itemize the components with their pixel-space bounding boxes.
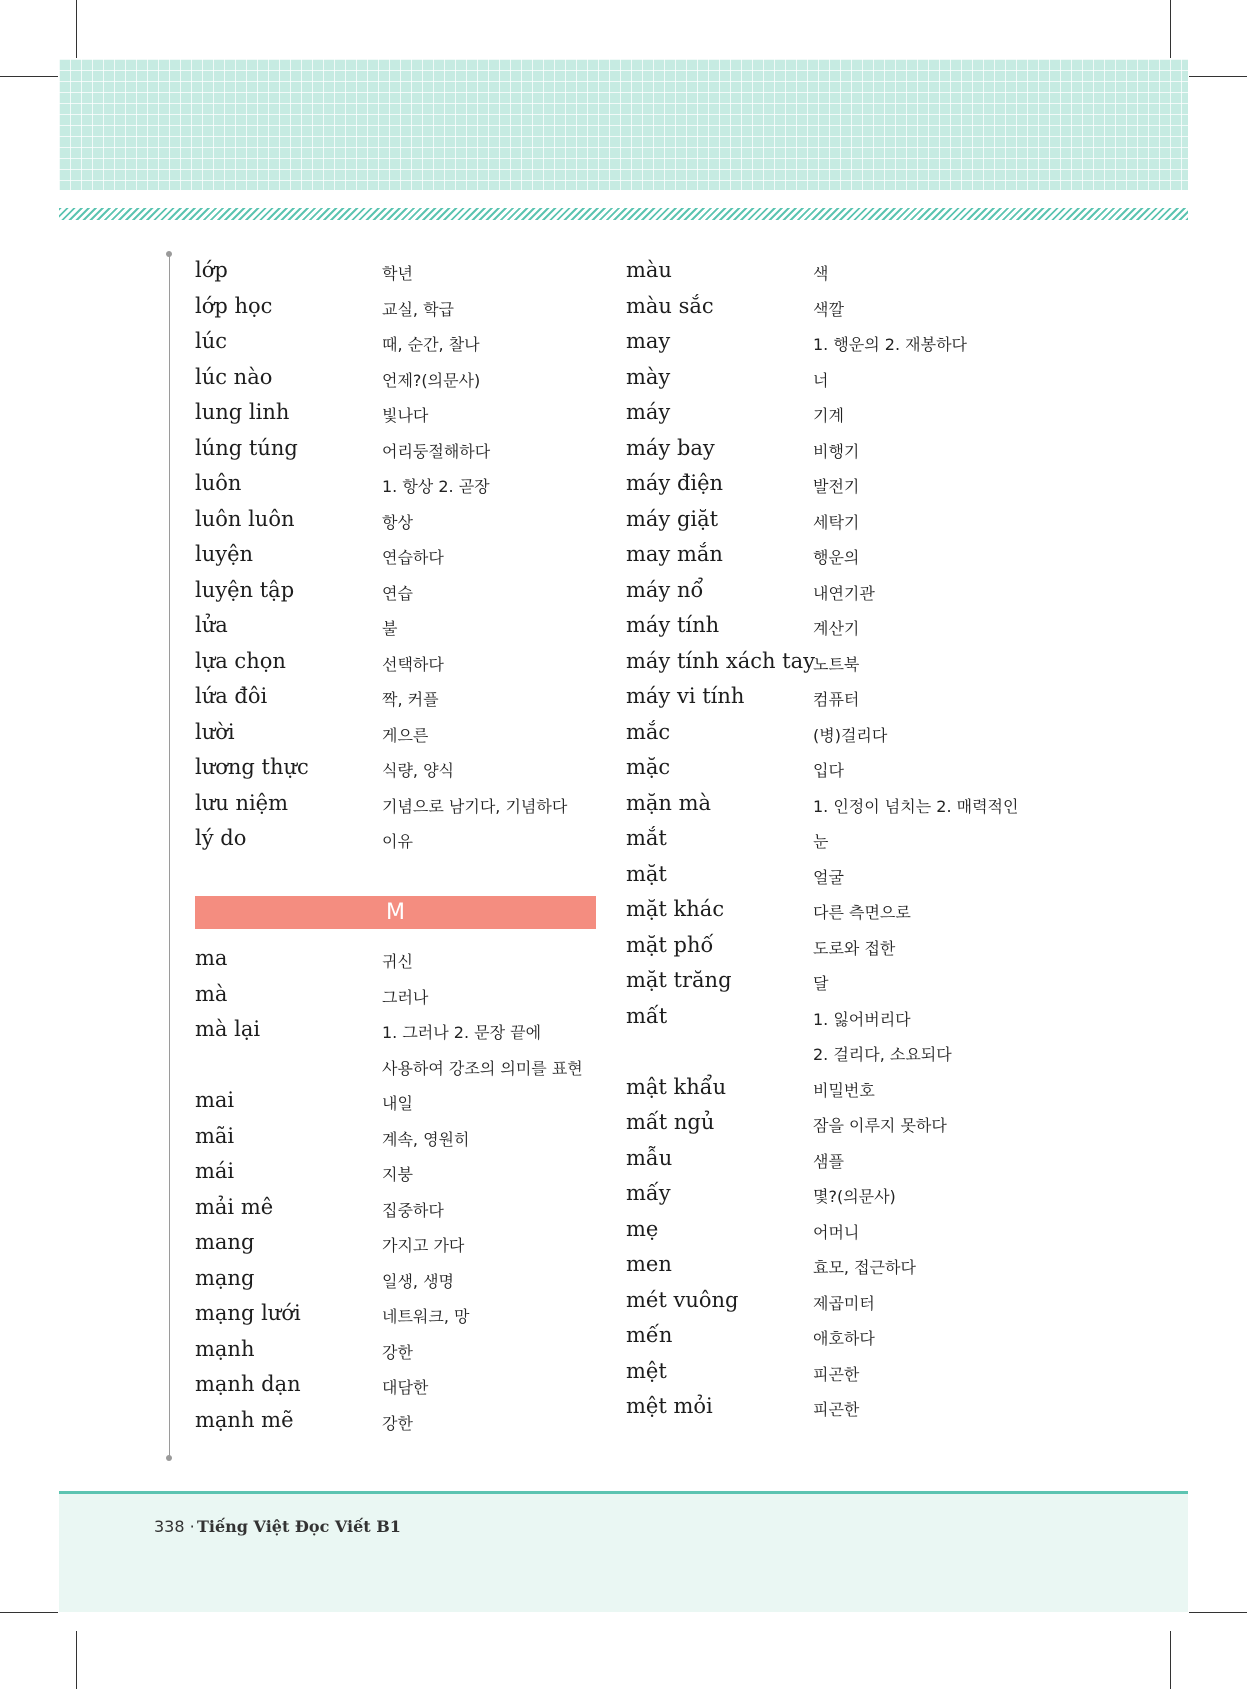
guide-dot-bottom	[166, 1455, 172, 1461]
glossary-entry	[626, 1217, 1186, 1253]
glossary-entry	[195, 471, 615, 507]
glossary-entry	[195, 1017, 615, 1053]
vietnamese-word: lúc nào	[195, 364, 273, 389]
vietnamese-word: máy nổ	[626, 577, 704, 602]
korean-meaning: 학년	[382, 264, 413, 283]
vietnamese-word: lửa	[195, 613, 228, 637]
right-column	[626, 258, 1186, 1430]
crop-mark	[0, 1612, 58, 1613]
korean-meaning: 사용하여 강조의 의미를 표현	[382, 1058, 583, 1078]
korean-meaning: 얼굴	[813, 867, 844, 887]
glossary-entry	[195, 294, 615, 330]
glossary-entry	[626, 1181, 1186, 1217]
glossary-entry	[626, 1394, 1186, 1430]
vietnamese-word: mét vuông	[626, 1287, 739, 1312]
vietnamese-word: luyện tập	[195, 577, 295, 602]
glossary-entry	[626, 968, 1186, 1004]
korean-meaning: 몇?(의문사)	[813, 1187, 896, 1206]
section-header-m	[195, 896, 596, 929]
glossary-entry	[195, 1301, 615, 1337]
vietnamese-word: mang	[195, 1230, 255, 1254]
korean-meaning: 짝, 커플	[382, 690, 439, 709]
korean-meaning: 불	[382, 619, 398, 638]
glossary-entry	[626, 471, 1186, 507]
vietnamese-word: lứa đôi	[195, 684, 268, 708]
glossary-entry	[195, 1088, 615, 1124]
glossary-entry	[626, 436, 1186, 472]
glossary-entry	[626, 1288, 1186, 1324]
vietnamese-word: mặt phố	[626, 932, 714, 957]
glossary-entry	[626, 1110, 1186, 1146]
entry-list-m	[195, 946, 615, 1443]
glossary-entry	[195, 755, 615, 791]
korean-meaning: 다른 측면으로	[813, 903, 911, 922]
vietnamese-word: mặc	[626, 755, 671, 779]
glossary-entry	[195, 613, 615, 649]
vietnamese-word: lười	[195, 719, 235, 744]
glossary-entry	[626, 897, 1186, 933]
korean-meaning: 달	[813, 974, 829, 993]
vietnamese-word: mãi	[195, 1123, 235, 1148]
crop-mark	[0, 76, 58, 77]
glossary-entry	[626, 613, 1186, 649]
korean-meaning: 계속, 영원히	[382, 1129, 470, 1149]
glossary-entry	[195, 542, 615, 578]
korean-meaning: 지붕	[382, 1165, 413, 1184]
vietnamese-word: ma	[195, 946, 228, 970]
glossary-entry	[195, 946, 615, 982]
korean-meaning: 집중하다	[382, 1200, 444, 1220]
korean-meaning: 색	[813, 264, 829, 283]
vietnamese-word: mật khẩu	[626, 1074, 727, 1099]
crop-mark	[1170, 1631, 1171, 1689]
glossary-entry	[195, 400, 615, 436]
korean-meaning: 너	[813, 370, 829, 390]
guide-dot-top	[166, 251, 172, 257]
glossary-entry	[195, 1195, 615, 1231]
glossary-entry	[195, 578, 615, 614]
vietnamese-word: mẹ	[626, 1216, 659, 1241]
vietnamese-word: lúng túng	[195, 435, 298, 460]
vietnamese-word: máy vi tính	[626, 684, 745, 708]
glossary-entry	[195, 436, 615, 472]
korean-meaning: 피곤한	[813, 1364, 860, 1384]
glossary-entry	[195, 1372, 615, 1408]
korean-meaning: 내연기관	[813, 583, 875, 603]
glossary-entry	[626, 1323, 1186, 1359]
vietnamese-word: lý do	[195, 826, 247, 850]
korean-meaning: 2. 걸리다, 소요되다	[813, 1045, 952, 1064]
footer-band	[59, 1494, 1188, 1612]
left-column	[195, 258, 615, 862]
vietnamese-word: mặn mà	[626, 790, 712, 815]
vietnamese-word: luôn luôn	[195, 506, 295, 531]
korean-meaning: 눈	[813, 832, 829, 851]
glossary-entry	[195, 329, 615, 365]
korean-meaning: 입다	[813, 761, 844, 780]
vietnamese-word: mệt mỏi	[626, 1394, 713, 1418]
korean-meaning: 세탁기	[813, 512, 860, 532]
korean-meaning: 교실, 학급	[382, 299, 454, 319]
vietnamese-word: máy bay	[626, 435, 715, 460]
glossary-entry	[195, 1337, 615, 1373]
vietnamese-word: mạnh mẽ	[195, 1407, 294, 1432]
vietnamese-word: lựa chọn	[195, 648, 286, 673]
korean-meaning: 강한	[382, 1342, 413, 1362]
vietnamese-word: màu sắc	[626, 293, 714, 318]
korean-meaning: 가지고 가다	[382, 1236, 465, 1255]
vietnamese-word: luôn	[195, 471, 242, 495]
vietnamese-word: mà lại	[195, 1017, 261, 1041]
korean-meaning: 피곤한	[813, 1400, 860, 1419]
korean-meaning: 연습	[382, 583, 413, 603]
korean-meaning: 도로와 접한	[813, 938, 896, 958]
vietnamese-word: mấy	[626, 1181, 671, 1205]
korean-meaning: 노트북	[813, 654, 860, 674]
vietnamese-word: mạng lưới	[195, 1301, 301, 1325]
korean-meaning: 언제?(의문사)	[382, 370, 481, 390]
vietnamese-word: mến	[626, 1323, 673, 1347]
crop-mark	[1170, 0, 1171, 58]
glossary-entry	[626, 294, 1186, 330]
vietnamese-word: men	[626, 1252, 672, 1276]
vietnamese-word: lưu niệm	[195, 790, 289, 815]
glossary-entry	[626, 791, 1186, 827]
glossary-entry	[195, 1124, 615, 1160]
korean-meaning: 이유	[382, 832, 413, 851]
korean-meaning: 선택하다	[382, 654, 444, 674]
glossary-entry	[626, 578, 1186, 614]
vietnamese-word: máy điện	[626, 471, 724, 495]
korean-meaning: 어리둥절해하다	[382, 441, 491, 461]
glossary-entry	[626, 258, 1186, 294]
glossary-entry	[195, 1408, 615, 1444]
korean-meaning: 내일	[382, 1094, 413, 1113]
korean-meaning: 귀신	[382, 952, 413, 971]
korean-meaning: (병)걸리다	[813, 725, 888, 745]
vietnamese-word: may	[626, 329, 671, 353]
glossary-entry	[195, 1230, 615, 1266]
entry-list-l	[195, 258, 615, 862]
glossary-entry	[195, 684, 615, 720]
vietnamese-word: màu	[626, 258, 672, 282]
korean-meaning: 행운의	[813, 548, 860, 567]
korean-meaning: 1. 그러나 2. 문장 끝에	[382, 1023, 542, 1042]
crop-mark	[1189, 76, 1247, 77]
korean-meaning: 기계	[813, 406, 844, 425]
vietnamese-word: mặt khác	[626, 897, 725, 921]
korean-meaning: 게으른	[382, 725, 429, 745]
left-column-m	[195, 946, 615, 1443]
vietnamese-word: lớp học	[195, 293, 273, 318]
glossary-entry	[626, 507, 1186, 543]
vietnamese-word: lúc	[195, 329, 228, 353]
vietnamese-word: mất ngủ	[626, 1110, 715, 1134]
vietnamese-word: mẫu	[626, 1145, 673, 1170]
vietnamese-word: luyện	[195, 542, 254, 566]
korean-meaning: 컴퓨터	[813, 690, 860, 709]
korean-meaning: 계산기	[813, 619, 860, 638]
vietnamese-word: lớp	[195, 258, 228, 282]
korean-meaning: 때, 순간, 찰나	[382, 335, 480, 354]
vietnamese-word: máy giặt	[626, 506, 719, 531]
glossary-entry	[195, 1053, 615, 1089]
glossary-entry	[626, 542, 1186, 578]
korean-meaning: 그러나	[382, 987, 429, 1007]
vietnamese-word: mạng	[195, 1265, 255, 1290]
glossary-entry	[195, 720, 615, 756]
korean-meaning: 제곱미터	[813, 1293, 875, 1313]
header-stripe	[59, 208, 1188, 220]
vietnamese-word: may mắn	[626, 542, 723, 566]
glossary-entry	[195, 258, 615, 294]
glossary-entry	[195, 1159, 615, 1195]
korean-meaning: 빛나다	[382, 406, 429, 425]
korean-meaning: 색깔	[813, 299, 844, 319]
glossary-entry	[195, 649, 615, 685]
column-guide-line	[169, 253, 170, 1458]
section-letter: M	[386, 900, 405, 925]
glossary-entry	[626, 1252, 1186, 1288]
glossary-entry	[195, 1266, 615, 1302]
glossary-entry	[626, 826, 1186, 862]
vietnamese-word: mắc	[626, 719, 671, 744]
glossary-entry	[626, 720, 1186, 756]
korean-meaning: 어머니	[813, 1222, 860, 1242]
vietnamese-word: mạnh	[195, 1336, 255, 1361]
entry-list-right	[626, 258, 1186, 1430]
glossary-entry	[626, 1359, 1186, 1395]
vietnamese-word: mất	[626, 1003, 668, 1028]
glossary-entry	[626, 755, 1186, 791]
glossary-entry	[626, 400, 1186, 436]
glossary-entry	[626, 862, 1186, 898]
korean-meaning: 기념으로 남기다, 기념하다	[382, 796, 568, 816]
korean-meaning: 효모, 접근하다	[813, 1258, 916, 1277]
korean-meaning: 잠을 이루지 못하다	[813, 1116, 947, 1135]
korean-meaning: 1. 잃어버리다	[813, 1009, 911, 1029]
vietnamese-word: lương thực	[195, 755, 309, 779]
vietnamese-word: mà	[195, 981, 228, 1006]
vietnamese-word: mệt	[626, 1358, 667, 1383]
vietnamese-word: mắt	[626, 826, 667, 850]
glossary-entry	[626, 1146, 1186, 1182]
korean-meaning: 샘플	[813, 1151, 844, 1171]
vietnamese-word: mai	[195, 1088, 235, 1112]
book-title: Tiếng Việt Đọc Viết B1	[197, 1517, 401, 1536]
vietnamese-word: lung linh	[195, 400, 290, 424]
glossary-entry	[626, 1039, 1186, 1075]
vietnamese-word: mạnh dạn	[195, 1372, 301, 1396]
vietnamese-word: máy tính xách tay	[626, 648, 815, 673]
crop-mark	[76, 0, 77, 58]
vietnamese-word: mặt	[626, 861, 667, 886]
korean-meaning: 연습하다	[382, 548, 444, 567]
glossary-entry	[195, 791, 615, 827]
korean-meaning: 항상	[382, 512, 413, 532]
glossary-entry	[626, 1075, 1186, 1111]
vietnamese-word: mặt trăng	[626, 968, 732, 992]
page-number: 338 ·	[154, 1517, 195, 1536]
glossary-entry	[195, 365, 615, 401]
korean-meaning: 1. 항상 2. 곧장	[382, 477, 490, 496]
crop-mark	[76, 1631, 77, 1689]
korean-meaning: 1. 인정이 넘치는 2. 매력적인	[813, 796, 1019, 816]
vietnamese-word: mái	[195, 1159, 235, 1183]
glossary-entry	[626, 684, 1186, 720]
glossary-entry	[626, 329, 1186, 365]
crop-mark	[1189, 1612, 1247, 1613]
glossary-entry	[626, 365, 1186, 401]
vietnamese-word: mày	[626, 364, 671, 389]
glossary-entry	[195, 507, 615, 543]
glossary-entry	[626, 649, 1186, 685]
header-grid-band	[59, 59, 1188, 190]
korean-meaning: 강한	[382, 1413, 413, 1433]
glossary-entry	[195, 826, 615, 862]
korean-meaning: 네트워크, 망	[382, 1307, 470, 1326]
korean-meaning: 1. 행운의 2. 재봉하다	[813, 335, 967, 354]
korean-meaning: 일생, 생명	[382, 1271, 454, 1291]
vietnamese-word: máy tính	[626, 613, 720, 637]
vietnamese-word: mải mê	[195, 1194, 274, 1219]
korean-meaning: 대담한	[382, 1378, 429, 1397]
glossary-entry	[626, 1004, 1186, 1040]
glossary-entry	[195, 982, 615, 1018]
glossary-entry	[626, 933, 1186, 969]
korean-meaning: 비밀번호	[813, 1080, 875, 1100]
korean-meaning: 발전기	[813, 477, 860, 496]
vietnamese-word: máy	[626, 400, 671, 424]
korean-meaning: 비행기	[813, 441, 860, 461]
korean-meaning: 애호하다	[813, 1329, 875, 1348]
korean-meaning: 식량, 양식	[382, 761, 454, 780]
